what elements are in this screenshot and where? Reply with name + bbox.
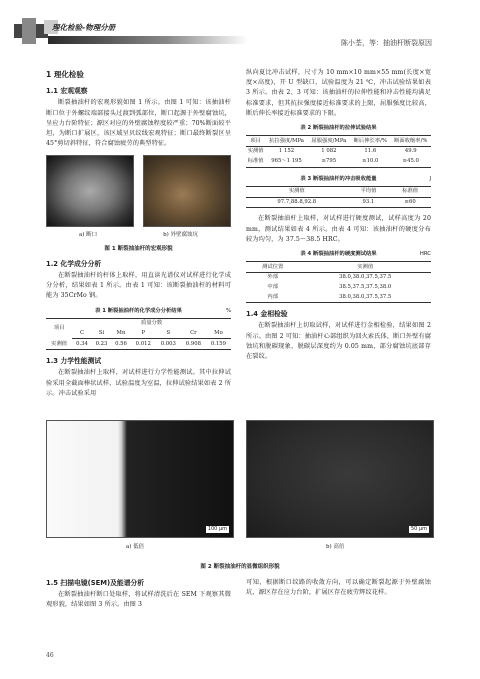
- table1-group-header: 质量分数: [141, 320, 163, 327]
- table-row: 内部 38.0,38.0,37.5,37.5: [267, 293, 392, 300]
- paragraph-sem: 在断裂抽油杆断口处取样，将试样清洗后在 SEM 下观察其微观形貌，结果如图 3 所示。由图 3: [46, 591, 231, 609]
- section-1-4-heading: 1.4 金相检验: [246, 310, 288, 319]
- table1-col: S: [156, 329, 181, 339]
- table-1: [46, 318, 231, 350]
- fig1-caption: 图 1 断裂抽油杆的宏观形貌: [104, 245, 173, 252]
- table1-unit: %: [225, 307, 231, 314]
- figure-1: [46, 155, 231, 227]
- figure-2: [46, 420, 434, 556]
- fig2-subcaption-a: a) 低倍: [126, 544, 145, 550]
- table4-unit: HRC: [419, 250, 431, 257]
- paragraph-impact: 纵向夏比冲击试样，尺寸为 10 mm×10 mm×55 mm(长度×宽度×高度)，开 U 型缺口，试验温度为 21 ℃，冲击试验结果如表 3 所示。由表 2、3 可知：该抽油杆的拉伸性能和冲击性能均满足标准要求，但其抗拉强度接近标准要求的上限，屈服强度比较高，断后伸长率接近标准要求的下限。: [246, 69, 431, 117]
- table1-col: Mo: [206, 329, 231, 339]
- fig2-caption: 图 2 断裂抽油杆的显微组织形貌: [200, 564, 280, 570]
- micrograph-low: [46, 420, 234, 538]
- paragraph-macro: 断裂抽油杆的宏观形貌如图 1 所示。由图 1 可知：该抽油杆断口位于外螺纹端部接头过渡到弧部位，断口起源于外壁腐蚀坑，呈应力台阶特征；源区对应的外壁腐蚀程度较严重；70%断面较平坦，为断口扩展区，该区域呈贝纹线宏观特征；断口最终断裂区呈 45°剪切斜特征，符合腐蚀疲劳的典型特征。: [46, 99, 231, 148]
- section-1-1-heading: 1.1 宏观观察: [46, 87, 88, 96]
- table1-item-header: 项目: [53, 325, 65, 332]
- table1-caption: 表 1 断裂抽油杆的化学成分分析结果 %: [46, 306, 231, 316]
- table1-col: Cr: [181, 329, 206, 339]
- journal-title: 理化检验-物理分册: [52, 23, 116, 32]
- table2-caption: 表 2 断裂抽油杆的拉伸试验结果: [300, 125, 377, 132]
- paragraph-sem-continued: 可知，根据断口纹路的收敛方向，可以确定断裂起源于外壁腐蚀坑，源区存在应力台阶，扩展区存在疲劳辉纹花样。: [246, 579, 431, 597]
- section-1-heading: 1 理化检验: [46, 70, 84, 79]
- paragraph-chemical: 在断裂抽油杆的杆体上取样，用直读光谱仪对试样进行化学成分分析，结果如表 1 所示。由表 1 可知：该断裂抽油杆的材料可能为 35CrMo 钢。: [46, 272, 231, 300]
- table-2: 项目 抗拉强度/MPa 屈服强度/MPa 断后伸长率/% 断面收缩率/% 实测值 1 152 1 082 11.6 49.9 标准值 965～1 195 ≥795 ≥10.0 ≥45.0: [246, 135, 431, 167]
- table1-col: C: [72, 329, 91, 339]
- table-4: 测试位置 实测值 外部 38.0,38.0,37.5,37.5 中部 38.5,37.5,37.5,38.0 内部 38.0,38.0,37.5,37.5: [246, 261, 431, 303]
- table4-caption: 表 4 断裂抽油杆的硬度测试结果 HRC: [246, 249, 431, 259]
- section-1-2-heading: 1.2 化学成分分析: [46, 259, 102, 268]
- page-number: 46: [46, 652, 54, 659]
- right-column: [246, 68, 431, 362]
- table-row: 标准值 965～1 195 ≥795 ≥10.0 ≥45.0: [247, 158, 419, 165]
- section-1-5-heading: 1.5 扫描电镜(SEM)及能谱分析: [46, 579, 145, 587]
- fig1-subcaption-a: a) 断口: [78, 232, 98, 239]
- fracture-photo: [46, 155, 134, 227]
- corrosion-pit-photo: [143, 155, 231, 227]
- header-bar: [48, 36, 248, 44]
- table-row: 中部 38.5,37.5,37.5,38.0: [267, 284, 392, 291]
- scale-bar-a: 100 μm: [207, 526, 227, 532]
- table-row: 实测值 0.34 0.23 0.56 0.012 0.003 0.908 0.159: [51, 340, 227, 347]
- table1-col: P: [131, 329, 156, 339]
- table1-col: Mn: [111, 329, 130, 339]
- scale-bar-b: 50 μm: [410, 526, 427, 532]
- bottom-left-column: [46, 578, 231, 611]
- paragraph-metallography: 在断裂抽油杆上切取试样，对试样进行金相检验，结果如图 2 所示。由图 2 可知：抽油杆心部组织为回火索氏体，断口外壁有腐蚀坑和脱碳现象，脱碳层深度约为 0.05 mm，部分腐蚀坑底部存在裂纹。: [246, 322, 431, 361]
- table3-unit: J: [429, 175, 431, 182]
- table-row: 外部 38.0,38.0,37.5,37.5: [267, 274, 392, 281]
- table-3: 实测值 平均值 标准值 97.7,88.8,92.8 93.1 ≥60: [246, 186, 431, 209]
- left-column: [46, 68, 231, 399]
- table1-col: Si: [92, 329, 111, 339]
- table-row: 97.7,88.8,92.8 93.1 ≥60: [277, 198, 416, 205]
- page-header: [0, 0, 480, 52]
- paragraph-mechanical: 在断裂抽油杆上取样，对试样进行力学性能测试。其中拉伸试验采用全截面棒状试样，试验温度为室温，拉伸试验结果如表 2 所示。冲击试验采用: [46, 369, 231, 397]
- fig1-subcaption-b: b) 外壁腐蚀坑: [163, 232, 199, 239]
- table3-caption: 表 3 断裂抽油杆的冲击吸收能量 J: [246, 174, 431, 184]
- bottom-right-column: [246, 578, 431, 598]
- fig2-subcaption-b: b) 高倍: [326, 544, 345, 550]
- section-1-3-heading: 1.3 力学性能测试: [46, 357, 102, 366]
- micrograph-high: [246, 420, 434, 538]
- paragraph-hardness: 在断裂抽油杆上取样，对试样进行硬度测试，试样高度为 20 mm，测试结果如表 4 所示。由表 4 可知：该抽油杆的硬度分布较为均匀，为 37.5～38.5 HRC。: [246, 215, 431, 243]
- running-title: 陈小荃，等：抽油杆断裂原因: [341, 39, 432, 47]
- table-row: 实测值 1 152 1 082 11.6 49.9: [247, 148, 417, 155]
